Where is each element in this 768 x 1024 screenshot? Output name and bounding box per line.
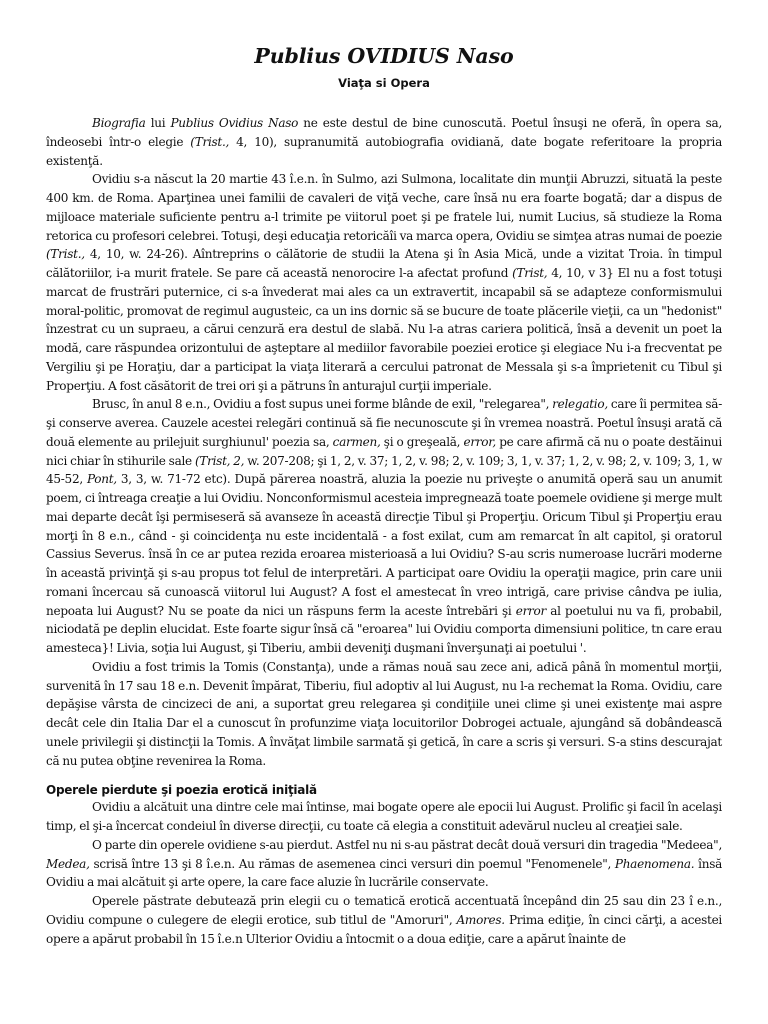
document-page	[46, 44, 722, 948]
text-run: 3, 3, w. 71-72 etc). După părerea noastră, aluzia la poezie nu priveşte o anumită operă sau un anumit poem, ci întreaga creaţie a lui Ovidiu. Nonconformismul acesteia impregnează toate poemele ovidiene şi merge mult mai departe decât îşi permiseseră să avanseze în această direcţie Tibul şi Properţiu. Oricum Tibul şi Properţiu erau morţi în 8 e.n., când - şi coincidenţa nu este incidentală - a fost exilat, cum am remarcat în alt capitol, şi oratorul Cassius Severus. însă în ce ar putea rezida eroarea misterioasă a lui Ovidiu? S-au scris numeroase lucrări moderne în această privinţă şi s-au propus tot felul de interpretări. A participat oare Ovidiu la operaţii magice, prin care unii romani încercau să cunoască viitorul lui August? A fost el amestecat în vreo intrigă, care privise cândva pe iulia, nepoata lui August? Nu se poate da nici un răspuns ferm la aceste întrebări şi	[46, 472, 723, 618]
text-run: lui	[145, 116, 171, 130]
italic-text: error,	[463, 434, 496, 449]
text-run: 4, 10), supranumită autobiografia ovidiană, date bogate referitoare la propria existenţă.	[46, 134, 723, 168]
italic-text: relegatio,	[552, 397, 608, 412]
italic-text: Amores.	[456, 912, 505, 927]
text-run: Ovidiu a alcătuit una dintre cele mai întinse, mai bogate opere ale epocii lui August. Prolific şi facil în acelaşi timp, el şi-a încercat condeiul în diverse direcţii, cu toate că elegia a constituit adevărul nucleu al creaţiei sale.	[46, 800, 722, 833]
text-run: însă Ovidiu a mai alcătuit şi arte opere, la care face aluzie în lucrările conservate.	[46, 856, 722, 890]
text-run: scrisă între 13 şi 8 î.e.n. Au rămas de asemenea cinci versuri din poemul "Fenomenele",	[89, 856, 615, 871]
italic-text: (Trist.,	[190, 134, 230, 149]
text-run: Ovidiu s-a născut la 20 martie 43 î.e.n. în Sulmo, azi Sulmona, localitate din munţii Abruzzi, situată la peste 400 km. de Roma. Aparţinea unei familii de cavaleri de viţă veche, care însă nu era foarte bogată; dar a dispus de mijloace materiale suficiente pentru a-l trimite pe viitorul poet şi pe fratele lui, numit Lucius, să studieze la Roma retorica cu profesori celebrei. Totuşi, deşi educaţia retoricăîi va marca opera, Ovidiu se simţea atras numai de poezie	[46, 172, 722, 243]
text-run: Ovidiu a fost trimis la Tomis (Constanţa), unde a rămas nouă sau zece ani, adică până în momentul morţii, survenită în 17 sau 18 e.n. Devenit împărat, Tiberiu, fiul adoptiv al lui August, nu l-a rechemat la Roma. Ovidiu, care depăşise vârsta de cincizeci de ani, a suportat greu relegarea şi condiţiile unei clime şi unei existenţe mai aspre decât cele din Italia Dar el a cunoscut în profunzime viaţa locuitorilor Dobrogei actuale, ajungând să dobândească unele privilegii şi distincţii la Tomis. A învăţat limbile sarmată şi getică, în care a scris şi versuri. S-a stins descurajat că nu putea obţine revenirea la Roma.	[46, 659, 722, 768]
text-run: Prima ediţie, în cinci cărţi, a acestei opere a apărut probabil în 15 î.e.n Ulterior Ovidiu a întocmit o a doua ediţie, care a apărut înainte de	[46, 912, 722, 946]
text-run: pe care afirmă că nu o poate destăinui nici chiar în stihurile sale	[46, 434, 722, 468]
paragraph	[46, 395, 722, 658]
text-run: al poetului nu va fi, probabil, niciodată pe deplin elucidat. Este foarte sigur însă că "eroarea" lui Ovidiu comporta dimensiuni politice, tn care erau amesteca}! Livia, soţia lui August, şi Tiberiu, ambii deveniţi duşmani înverşunaţi ai poetului '.	[46, 603, 722, 655]
italic-text: Biografia	[92, 116, 146, 130]
italic-text: Phaenomena.	[614, 856, 695, 871]
text-run: 4, 10, v 3} El nu a fost totuşi marcat de frustrări puternice, ci s-a învederat mai ales ca un extravertit, incapabil să se adapteze conformismului moral-politic, promovat de regimul augusteic, ca un ins dornic să se bucure de toate plăcerile vieţii, ca un "hedonist" înzestrat cu un supraeu, a cărui cenzură era destul de slabă. Nu l-a atras cariera politică, însă a devenit un poet la modă, care răspundea orizontului de aşteptare al mediilor favorabile poeziei erotice şi elegiace Nu i-a frecventat pe Vergiliu şi pe Horaţiu, dar a participat la viaţa literară a cercului patronat de Messala şi s-a împrietenit cu Tibul şi Properţiu. A fost căsătorit de trei ori şi a pătruns în anturajul curţii imperiale.	[46, 266, 722, 393]
text-run: 4, 10, w. 24-26). Aîntreprins o călătorie de studii la Atena şi în Asia Mică, unde a vizitat Troia. în timpul călătoriilor, i-a murit fratele. Se pare că această nenorocire l-a afectat profund	[46, 247, 722, 280]
italic-text: carmen,	[332, 434, 381, 449]
paragraph	[46, 170, 722, 395]
paragraph	[46, 892, 722, 948]
paragraph	[46, 658, 722, 771]
page-title: Publius OVIDIUS Naso	[254, 44, 514, 68]
paragraph	[46, 114, 722, 170]
paragraph	[46, 836, 722, 892]
italic-text: Publius Ovidius Naso	[170, 116, 299, 130]
text-run: care îi permitea să-şi conserve averea. Cauzele acestei relegări continuă să fie necunoscute şi în vremea noastră. Poetul însuşi arată că două elemente au prilejuit surghiunul' poezia sa,	[46, 397, 722, 449]
italic-text: (Trist,	[512, 266, 548, 280]
italic-text: (Trist, 2,	[194, 453, 245, 468]
body-section-works	[46, 798, 722, 948]
text-run: Operele păstrate debutează prin elegii cu o tematică erotică accentuată începând din 25 sau din 23 î e.n., Ovidiu compune o culegere de elegii erotice, sub titlul de "Amoruri",	[46, 894, 722, 927]
italic-text: error	[515, 603, 546, 618]
section-heading: Operele pierdute şi poezia erotică iniţială	[46, 783, 317, 798]
text-run: ne este destul de bine cunoscută. Poetul însuşi ne oferă, în opera sa, îndeosebi într-o elegie	[46, 116, 722, 149]
italic-text: Medea,	[46, 856, 90, 871]
body-section-life	[46, 114, 722, 770]
italic-text: Pont,	[86, 472, 117, 487]
paragraph	[46, 798, 722, 836]
text-run: şi o greşeală,	[380, 434, 464, 449]
text-run: Brusc, în anul 8 e.n., Ovidiu a fost supus unei forme blânde de exil, "relegarea",	[92, 397, 553, 412]
italic-text: (Trist.,	[46, 247, 85, 262]
text-run: O parte din operele ovidiene s-au pierdut. Astfel nu ni s-au păstrat decât două versuri din tragedia "Medeea",	[92, 837, 722, 852]
page-subtitle: Viaţa si Opera	[338, 76, 430, 90]
text-run: w. 207-208; şi 1, 2, v. 37; 1, 2, v. 98; 2, v. 109; 3, 1, v. 37; 1, 2, v. 98; 2, v. 109; 3, 1, w 45-52,	[46, 453, 722, 487]
